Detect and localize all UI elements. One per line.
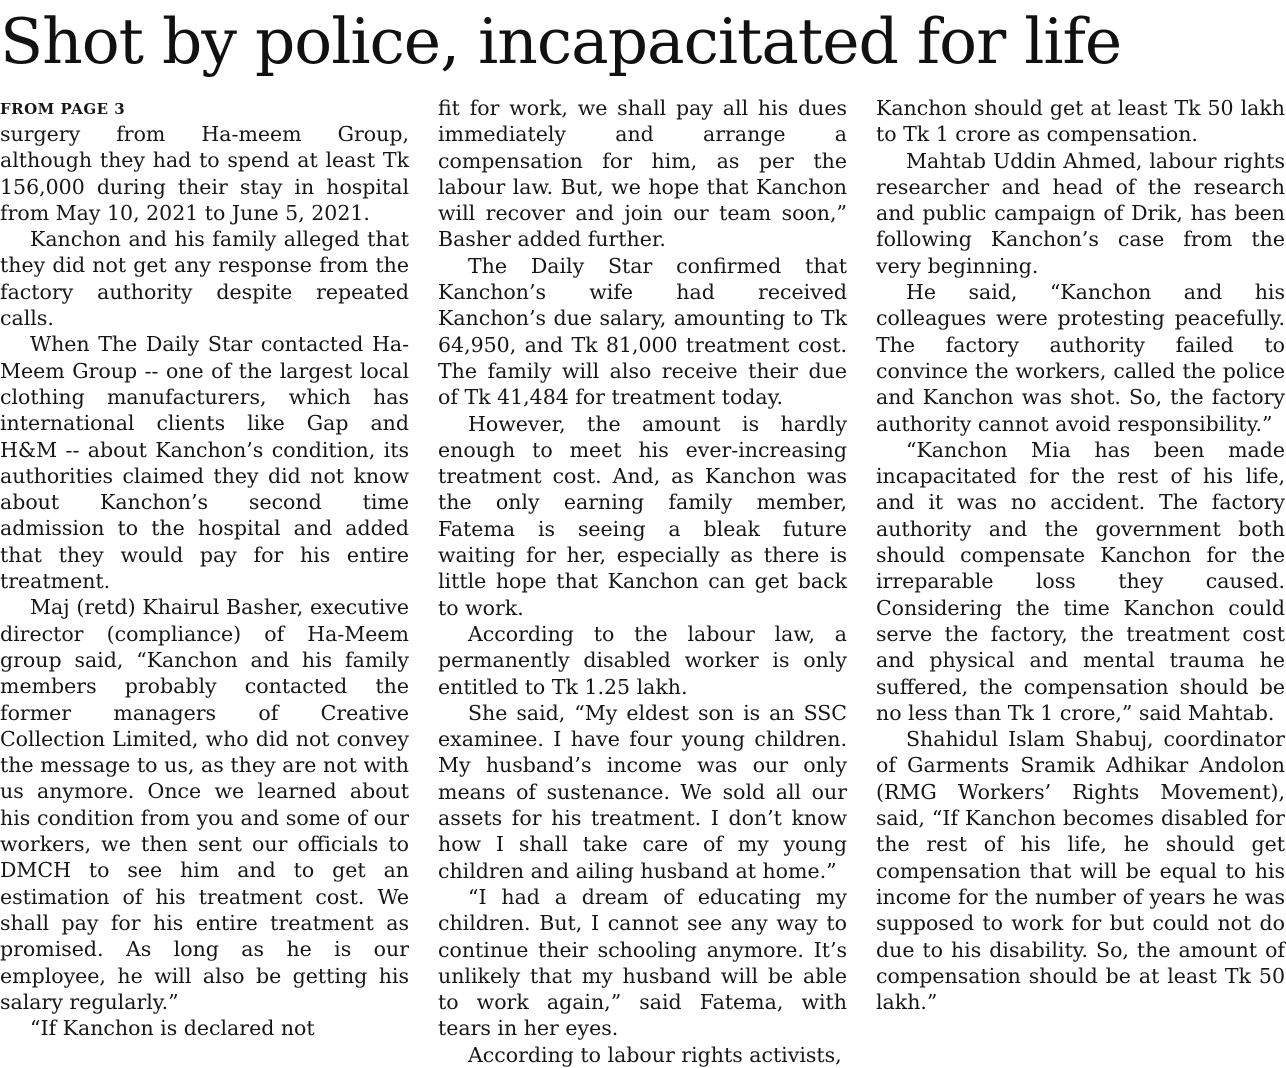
paragraph: Maj (retd) Khairul Basher, executive director (compliance) of Ha-Meem group said, “Kanchon and his family members probably contacted the former managers of Creative Collection Limited, who did not convey the message to us, as they are not with us anymore. Once we learned about his condition from you and some of our workers, we then sent our officials to DMCH to see him and to get an estimation of his treatment cost. We shall pay for his entire treatment as promised. As long as he is our employee, he will also be getting his salary regularly.”: [0, 595, 409, 1014]
paragraph: Kanchon should get at least Tk 50 lakh to Tk 1 crore as compensation.: [876, 96, 1285, 147]
paragraph: However, the amount is hardly enough to meet his ever-increasing treatment cost. And, as Kanchon was the only earning family member, Fatema is seeing a bleak future waiting for her, especially as there is little hope that Kanchon can get back to work.: [438, 411, 847, 620]
paragraph: When The Daily Star contacted Ha-Meem Group -- one of the largest local clothing manufacturers, which has international clients like Gap and H&M -- about Kanchon’s condition, its authorities claimed they did not know about Kanchon’s second time admission to the hospital and added that they would pay for his entire treatment.: [0, 332, 409, 594]
paragraph: surgery from Ha-meem Group, although they had to spend at least Tk 156,000 during their stay in hospital from May 10, 2021 to June 5, 2021.: [0, 122, 409, 225]
paragraph: Kanchon and his family alleged that they did not get any response from the factory authority despite repeated calls.: [0, 227, 409, 331]
paragraph: fit for work, we shall pay all his dues immediately and arrange a compensation for him, as per the labour law. But, we hope that Kanchon will recover and join our team soon,” Basher added further.: [438, 96, 847, 252]
paragraph: “If Kanchon is declared not: [30, 1016, 315, 1041]
paragraph: He said, “Kanchon and his colleagues were protesting peacefully. The factory authority failed to convince the workers, called the police and Kanchon was shot. So, the factory authority cannot avoid responsibility.”: [876, 280, 1285, 436]
paragraph: She said, “My eldest son is an SSC examinee. I have four young children. My husband’s income was our only means of sustenance. We sold all our assets for his treatment. I don’t know how I shall take care of my young children and ailing husband at home.”: [438, 700, 847, 883]
article-column-2: [438, 95, 847, 1067]
headline: Shot by police, incapacitated for life: [0, 5, 1122, 78]
jump-label: FROM PAGE 3: [0, 100, 126, 118]
article-column-3: [876, 95, 1285, 1045]
paragraph: Shahidul Islam Shabuj, coordinator of Garments Sramik Adhikar Andolon (RMG Workers’ Rights Movement), said, “If Kanchon becomes disabled for the rest of his life, he should get compensation that will be equal to his income for the number of years he was supposed to work for but could not do due to his disability. So, the amount of compensation should be at least Tk 50 lakh.”: [876, 727, 1285, 1015]
paragraph: The Daily Star confirmed that Kanchon’s wife had received Kanchon’s due salary, amounting to Tk 64,950, and Tk 81,000 treatment cost. The family will also receive their due of Tk 41,484 for treatment today.: [438, 253, 847, 410]
paragraph: According to the labour law, a permanently disabled worker is only entitled to Tk 1.25 lakh.: [438, 621, 847, 699]
paragraph: Mahtab Uddin Ahmed, labour rights researcher and head of the research and public campaign of Drik, has been following Kanchon’s case from the very beginning.: [876, 148, 1285, 278]
paragraph: According to labour rights activists,: [468, 1042, 842, 1067]
paragraph: “Kanchon Mia has been made incapacitated for the rest of his life, and it was no accident. The factory authority and the government both should compensate Kanchon for the irreparable loss they caused. Considering the time Kanchon could serve the factory, the treatment cost and physical and mental trauma he suffered, the compensation should be no less than Tk 1 crore,” said Mahtab.: [876, 437, 1285, 725]
paragraph: “I had a dream of educating my children. But, I cannot see any way to continue their schooling anymore. It’s unlikely that my husband will be able to work again,” said Fatema, with tears in her eyes.: [438, 884, 847, 1041]
article-column-1: [0, 95, 409, 1045]
